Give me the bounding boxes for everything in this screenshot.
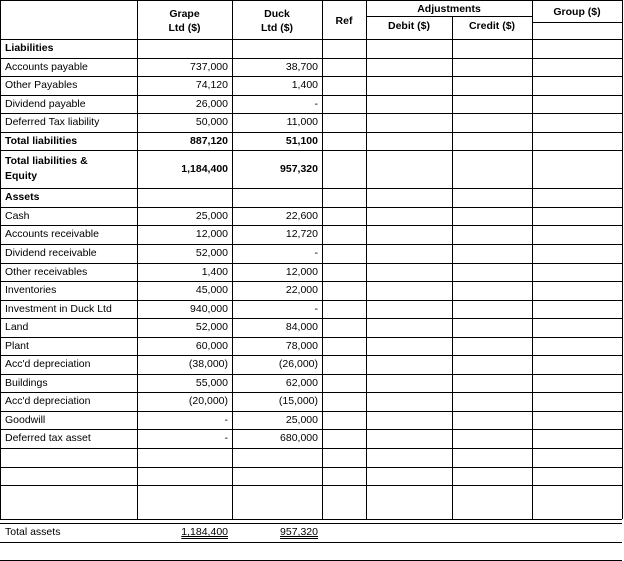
row-label: Plant bbox=[5, 339, 29, 352]
header-ref: Ref bbox=[335, 14, 353, 27]
row-grape-value: 1,184,400 bbox=[181, 163, 228, 176]
row-border bbox=[0, 58, 622, 59]
row-grape-value: - bbox=[224, 432, 228, 445]
row-border bbox=[0, 448, 622, 449]
row-duck-value bbox=[232, 542, 322, 561]
row-grape-value: 52,000 bbox=[195, 246, 228, 259]
row-border bbox=[0, 355, 622, 356]
row-label: Total liabilities & Equity bbox=[5, 155, 88, 183]
row-duck-value: - bbox=[314, 302, 318, 315]
row-grape-value: (20,000) bbox=[188, 395, 228, 408]
table-bottom-border bbox=[0, 519, 622, 520]
header-group: Group ($) bbox=[553, 5, 601, 18]
row-grape-value: 737,000 bbox=[190, 60, 228, 73]
row-border bbox=[0, 188, 622, 189]
column-border bbox=[622, 0, 623, 519]
row-duck-value: 22,000 bbox=[285, 284, 318, 297]
row-duck-value bbox=[232, 448, 322, 467]
row-grape-value bbox=[137, 542, 232, 561]
row-label: Total assets bbox=[5, 526, 61, 539]
column-border bbox=[232, 0, 233, 519]
row-grape-value: 50,000 bbox=[195, 116, 228, 129]
column-border bbox=[322, 0, 323, 519]
row-duck-value: 51,100 bbox=[285, 134, 318, 147]
row-border bbox=[0, 225, 622, 226]
row-border bbox=[0, 113, 622, 114]
row-border bbox=[0, 318, 622, 319]
row-border bbox=[0, 523, 622, 524]
row-border bbox=[0, 467, 622, 468]
row-duck-value: 1,400 bbox=[291, 79, 318, 92]
header-grape-line1: Grape bbox=[169, 7, 200, 20]
row-duck-value: - bbox=[314, 97, 318, 110]
row-grape-value: 26,000 bbox=[195, 97, 228, 110]
row-label: Other receivables bbox=[5, 265, 88, 278]
row-border bbox=[0, 429, 622, 430]
column-border bbox=[137, 0, 138, 519]
row-duck-value: 12,720 bbox=[285, 228, 318, 241]
row-grape-value: 1,400 bbox=[201, 265, 228, 278]
row-duck-value: 22,600 bbox=[285, 209, 318, 222]
row-border bbox=[0, 207, 622, 208]
row-duck-value: 38,700 bbox=[285, 60, 318, 73]
row-label: Deferred tax asset bbox=[5, 432, 91, 445]
column-border bbox=[452, 16, 453, 519]
row-label bbox=[0, 467, 137, 486]
row-duck-value bbox=[232, 39, 322, 58]
row-border bbox=[0, 281, 622, 282]
table-top-border bbox=[0, 0, 622, 1]
row-border bbox=[0, 150, 622, 151]
column-border bbox=[532, 0, 533, 519]
row-label: Total liabilities bbox=[5, 134, 78, 147]
header-duck bbox=[232, 3, 322, 39]
row-duck-value bbox=[232, 485, 322, 523]
row-duck-value: 11,000 bbox=[286, 116, 318, 129]
row-label: Other Payables bbox=[5, 79, 78, 92]
row-duck-value: 25,000 bbox=[285, 413, 318, 426]
row-duck-value: (15,000) bbox=[278, 395, 318, 408]
row-label: Goodwill bbox=[5, 413, 46, 426]
row-label: Assets bbox=[5, 191, 40, 204]
row-grape-value: 60,000 bbox=[195, 339, 228, 352]
column-border bbox=[366, 0, 367, 519]
row-border bbox=[0, 485, 622, 486]
row-grape-value bbox=[137, 523, 232, 542]
row-label: Investment in Duck Ltd bbox=[5, 302, 112, 315]
row-label bbox=[0, 485, 137, 523]
row-grape-value bbox=[137, 39, 232, 58]
header-grape bbox=[137, 3, 232, 39]
row-duck-value: 78,000 bbox=[285, 339, 318, 352]
row-duck-value: 12,000 bbox=[285, 265, 318, 278]
row-duck-value-text: 957,320 bbox=[280, 526, 318, 539]
header-debit: Debit ($) bbox=[388, 19, 430, 32]
row-duck-value bbox=[232, 523, 322, 542]
header-grape-line2: Ltd ($) bbox=[168, 22, 201, 34]
row-label: Buildings bbox=[5, 376, 48, 389]
row-border bbox=[0, 132, 622, 133]
row-label: Acc'd depreciation bbox=[5, 358, 91, 371]
row-label: Dividend payable bbox=[5, 97, 86, 110]
row-grape-value: 12,000 bbox=[195, 228, 228, 241]
row-grape-value bbox=[137, 467, 232, 486]
row-border bbox=[0, 300, 622, 301]
row-label: Inventories bbox=[5, 284, 57, 297]
header-credit: Credit ($) bbox=[468, 19, 516, 32]
header-duck-line1: Duck bbox=[264, 7, 290, 20]
header-duck-line2: Ltd ($) bbox=[260, 22, 294, 34]
row-border bbox=[0, 95, 622, 96]
row-duck-value: 680,000 bbox=[280, 432, 318, 445]
group-header-divider bbox=[532, 22, 622, 23]
row-label bbox=[0, 448, 137, 467]
row-label: Accounts payable bbox=[5, 60, 88, 73]
row-label bbox=[0, 542, 137, 561]
row-grape-value: 55,000 bbox=[195, 376, 228, 389]
row-border bbox=[0, 392, 622, 393]
row-label: Land bbox=[5, 321, 29, 334]
adjustments-divider bbox=[366, 16, 532, 17]
row-grape-value: (38,000) bbox=[188, 358, 228, 371]
row-label: Deferred Tax liability bbox=[5, 116, 100, 129]
row-border bbox=[0, 542, 622, 543]
row-duck-value: - bbox=[314, 246, 318, 259]
header-adjustments: Adjustments bbox=[417, 2, 481, 15]
header-bottom-border bbox=[0, 39, 622, 40]
row-grape-value: 887,120 bbox=[190, 134, 228, 147]
row-duck-value: 62,000 bbox=[285, 376, 318, 389]
row-border bbox=[0, 337, 622, 338]
row-duck-value bbox=[232, 467, 322, 486]
row-grape-value: 74,120 bbox=[195, 79, 228, 92]
row-border bbox=[0, 411, 622, 412]
row-grape-value: 45,000 bbox=[195, 284, 228, 297]
row-label: Dividend receivable bbox=[5, 246, 97, 259]
row-grape-value: 52,000 bbox=[195, 321, 228, 334]
row-grape-value bbox=[137, 188, 232, 207]
row-grape-value: - bbox=[224, 413, 228, 426]
row-label: Acc'd depreciation bbox=[5, 395, 91, 408]
row-label: Accounts receivable bbox=[5, 228, 99, 241]
row-label: Cash bbox=[5, 209, 30, 222]
row-label: Liabilities bbox=[5, 42, 54, 55]
row-grape-value bbox=[137, 448, 232, 467]
column-border bbox=[0, 0, 1, 519]
row-duck-value: 84,000 bbox=[285, 321, 318, 334]
row-grape-value bbox=[137, 485, 232, 523]
row-border bbox=[0, 263, 622, 264]
row-grape-value-text: 1,184,400 bbox=[181, 526, 228, 539]
row-duck-value: 957,320 bbox=[280, 163, 318, 176]
row-duck-value: (26,000) bbox=[278, 358, 318, 371]
row-border bbox=[0, 244, 622, 245]
row-duck-value bbox=[232, 188, 322, 207]
row-border bbox=[0, 374, 622, 375]
row-grape-value: 25,000 bbox=[195, 209, 228, 222]
row-border bbox=[0, 76, 622, 77]
row-grape-value: 940,000 bbox=[190, 302, 228, 315]
